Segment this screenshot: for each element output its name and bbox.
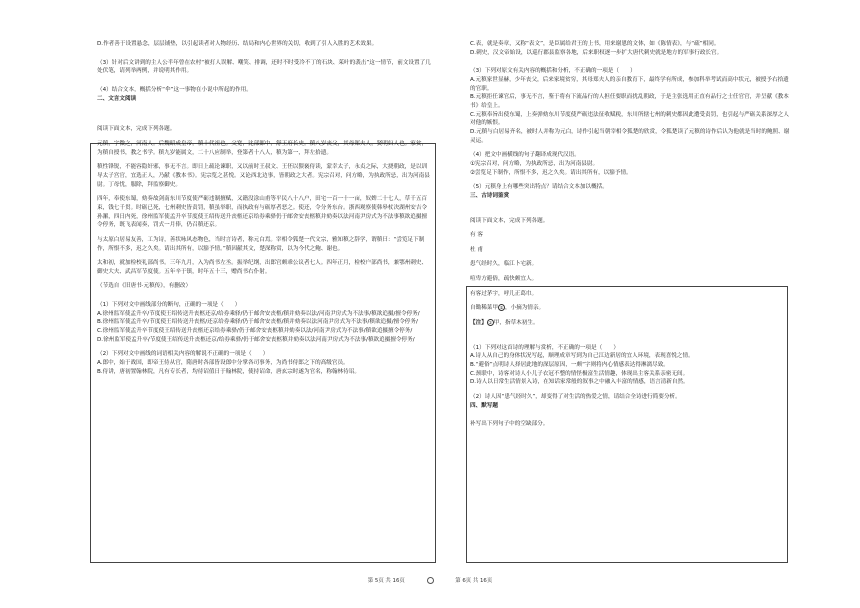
sub-question-3-option-a: A.元稹家世显赫，少年丧父，后来家境贫穷，其母郑夫人的亲自教育下，最终学有所成，参加科举考试而高中状元，被授予右拾遗的官职。 bbox=[470, 76, 789, 92]
passage-paragraph-3: 四年，奉使东蜀，劾奏故剑南东川节度使严砺违制擅赋，又籍没涂山甫等平民八十八户，田宅一百一十一亩，奴婢二十七人，草千五百束，钱七千贯。时砺已死，七州刺史皆责罚，稹虽举职，而执政有与砺厚者恶之。使还，令分务东台。浙西观察使韩皋杖决湖州安吉令孙澥，四日内死，徐州监军使孟升卒节度使王绍传送升丧柩还京给券乘驿仍于邮舍安丧柩稹并劾奏以法河南尹房式为不法事稹欲追摄擅令停务，既飞表闻奏，罚式一月俸，仍召稹还京。 bbox=[97, 196, 428, 229]
question-3: （3）针对后文讲到的主人公半年曾在农村“被打人误解、嘲笑、排调，还时不时受冷不丁的石块、茱叶的袭击”这一情节，前文设置了几处伏笔，请列举两例，并说明其作用。 bbox=[97, 59, 431, 75]
footnote-marker: ① bbox=[499, 305, 504, 311]
sub-question-3-option-b: B.元稹拒任谏官后，事无不言，鉴于将有下流品行的人担任要职而扰乱朝政，于是主张选用正直有品行之士任官官，并呈献《教本书》给皇上。 bbox=[470, 94, 789, 109]
note-text: 甲，指草木初生。 bbox=[493, 320, 539, 327]
sub-question-2-option-d: D.刺史，汉文帝始设，以巡行郡县监察各地，后来职权逐一步扩大唐代刺史就是地方的军事行政长官。 bbox=[470, 49, 723, 56]
sub-question-3-option-d: D.元稹与白居易齐名，被时人并称为元白，诗作引起当朝宰相令狐楚的欣赏，令狐楚读了元稹的诗作后认为他就是当时的鲍照、谢灵运。 bbox=[470, 128, 790, 144]
poem-line-4-part-1: 自锄稀菜甲 bbox=[470, 305, 498, 312]
question-4: （4）结合文本，概括分析“伞”这一事物在小说中所起的作用。 bbox=[97, 86, 252, 93]
sub-question-1: （1）下列对文中画线部分的断句，正确的一项是（ ） bbox=[97, 302, 241, 309]
sub-question-2: （2）下列对文中画线的词语相关内容的解说不正确的一项是（ ） bbox=[97, 351, 269, 358]
dictation-instruction: 补写出下列句子中的空缺部分。 bbox=[470, 421, 549, 428]
page-footer bbox=[0, 577, 860, 585]
note-marker: ① bbox=[488, 320, 493, 326]
poem-line-2: 喧卑方避俗，疏快颇宜人。 bbox=[470, 276, 538, 283]
poem-question-1-option-c: C.颈联中，诗客对诗人小儿子衣冠不整的情怪极富生活情趣，体现出主客关系亲密无间。 bbox=[470, 370, 689, 377]
sub-question-1-option-b: B.徐州监军使孟升卒/节度使王绍传送升丧柩/还京给券乘驿/仍于邮舍安丧柩/稹并劾奏以法河南尹房式为不法事/稹欲追摄/擅令停务/ bbox=[97, 319, 418, 326]
poem-line-4 bbox=[470, 304, 790, 313]
sub-question-5: （5）元稹身上有哪些突出特点？请结合文本加以概括。 bbox=[470, 184, 608, 191]
sub-question-2-option-b: B.侍讲，唐初置翰林院，凡有专长者，均待诏值日于翰林院，使持诏命，唐玄宗时遂为官名，称翰林待诏。 bbox=[97, 368, 360, 375]
footer-right-page-number: 第 6页 共 16页 bbox=[455, 578, 493, 584]
sub-question-1-option-c: C.徐州监军使孟升卒节度使王绍传送升丧柩还京给券乘驿/仍于邮舍安丧柩稹并劾奏以法/河南尹房式为不法事/稹欲追摄擅令停务/ bbox=[97, 328, 413, 335]
passage-source: （节选自《旧唐书·元稹传》，有删改） bbox=[97, 283, 192, 290]
poem-question-1: （1）下列对这首诗的理解与赏析，不正确的一项是（ ） bbox=[470, 344, 619, 351]
sub-question-1-option-a: A.徐州监军使孟升卒/节度使王绍传送升丧柩还京/给券乘驿/仍于邮舍安丧柩/稹并劾奏以法/河南尹房式为不法事/稹欲追摄/擅令停务/ bbox=[97, 310, 420, 317]
passage-paragraph-4: 与太原白居易友善，工为诗，善状咏风态物色，当时言诗者，称元白焉。宰相令狐楚一代文宗，雅知稹之辞学，谓稹曰：“尝览足下制作，所恨不多，迟之久矣。请出其所有，以豁予情。”稹因献其文，楚深称赏，以为今代之鲍、谢也。 bbox=[97, 236, 425, 252]
sub-question-2-option-c: C.表，就是奏章，又称“表文”，是臣属给君王的上书，用来谢恩的文体，如《陈情表》，与“疏”相同。 bbox=[470, 41, 720, 47]
section-heading-poetry: 三、古诗词鉴赏 bbox=[470, 192, 510, 199]
poem-read-prompt: 阅读下面文本，完成下列各题。 bbox=[470, 217, 549, 224]
sub-question-4-sentence-2: ②尝览足下制作，所恨不多，迟之久矣。请出其所有，以豁予情。 bbox=[470, 169, 632, 176]
poem-line-1: 患气经时久，临江卜宅新。 bbox=[470, 261, 538, 268]
passage-paragraph-2: 稹性锋锐，不能容隐奸邪，事无不言。即日上疏论谏职，又以前时王叔文、王伾以猥亵侍读，蒙幸太子，永贞之际，大挠朝政，是以训导太子宫官，宜选正人，乃献《教本书》。宪宗览之甚悦。又论西北边事，皆朝政之大者。宪宗召对，问方略，为执政所忌，出为河南县尉。丁母忧，服除，拜监察御史。 bbox=[97, 164, 430, 188]
poem-line-4-part-2: ，小摘为情亲。 bbox=[504, 305, 545, 312]
sub-question-1-option-d: D.徐州监军使孟升卒/节度使王绍传送升丧柩还京/给券乘驿/仍于邮舍安丧柩稹并劾奏以法河南尹房式为不法事/稹欲追摄擅令停务/ bbox=[97, 336, 415, 343]
poem-line-3: 有客过茅宇，呼儿正葛巾。 bbox=[470, 290, 538, 297]
poem-question-1-option-a: A.诗人从自己的身体状况写起，顺理成章写到为自己江边新居的宜人环境，表现喜悦之情。 bbox=[470, 353, 694, 360]
poem-author: 杜 甫 bbox=[470, 246, 483, 253]
poem-title: 有 客 bbox=[470, 232, 483, 239]
poem-question-2: （2）诗人因“患气经时久”，却变得了对生活的热爱之情，请结合全诗进行简要分析。 bbox=[470, 394, 681, 401]
footer-left-page-number: 第 5页 共 16页 bbox=[367, 578, 405, 584]
sub-question-4-sentence-1: ①宪宗召对，问方略，为执政所忌，出为河南县尉。 bbox=[470, 160, 599, 167]
sub-question-2-option-a: A.郎中，始于战国，即帝王侍从官，隋唐时各部皆设郎中分掌各司事务，为尚书侍郎之下的高级官员。 bbox=[97, 360, 349, 367]
passage-paragraph-1: 元稹，字微之，河南人。后魏昭成皇帝，稹十代祖也。父宽，比部郎中，舒王府长史。稹八岁丧父，其母郑夫人，贤明妇人也。家贫，为稹自授书，教之书学。稹九岁能属文，二十八应制举，登第者十八人，稹为第一，拜左拾遗。 bbox=[97, 140, 428, 156]
option-d-text: D.作者善于设置悬念，层层铺垫，以引起读者对人物经历、结局和内心世界的关切，收到了引人入胜的艺术效果。 bbox=[97, 41, 378, 47]
sub-question-3-option-c: C.元稹奉旨出使东蜀，上奏弹劾东川节度使严砺违法征收赋税，东川所辖七州的刺史都因此遭受责罚，也引起与严砺关系深厚之人对他的嫉恨。 bbox=[470, 111, 789, 127]
passage-paragraph-5: 太和初，就加检校礼部尚书。三年九月，入为尚书左丞。振举纪纲，出郎官颇乖公议者七人。四年正月，检校户部尚书，兼鄂州刺史、御史大夫、武昌军节度使。五年辛于镇，时年五十三，赠尚书右仆射。 bbox=[97, 260, 428, 275]
section-heading-dictation: 四、默写题 bbox=[470, 402, 498, 409]
left-page-column bbox=[97, 40, 432, 376]
poem-note bbox=[470, 319, 790, 328]
read-prompt: 阅读下面文本，完成下列各题。 bbox=[97, 126, 176, 133]
right-page-column bbox=[470, 40, 790, 429]
poem-question-1-option-b: B.“避俗”点明诗人择居此地的深层原因，一颇“字则将内心情感表达得淋漓尽致。 bbox=[470, 362, 669, 369]
binding-circle-icon bbox=[427, 577, 434, 584]
note-label: 【注】 bbox=[470, 320, 487, 327]
section-heading-classical: 二、文言文阅读 bbox=[97, 95, 137, 102]
poem-question-1-option-d: D.诗人以日常生活情景入诗，在知话家常般的叙事之中融入丰富的情感，语言清新自然。 bbox=[470, 379, 689, 386]
sub-question-3: （3）下列对原文有关内容的概括和分析，不正确的一项是（ ） bbox=[470, 68, 636, 75]
sub-question-4: （4）把文中画横线的句子翻译成现代汉语。 bbox=[470, 152, 580, 159]
